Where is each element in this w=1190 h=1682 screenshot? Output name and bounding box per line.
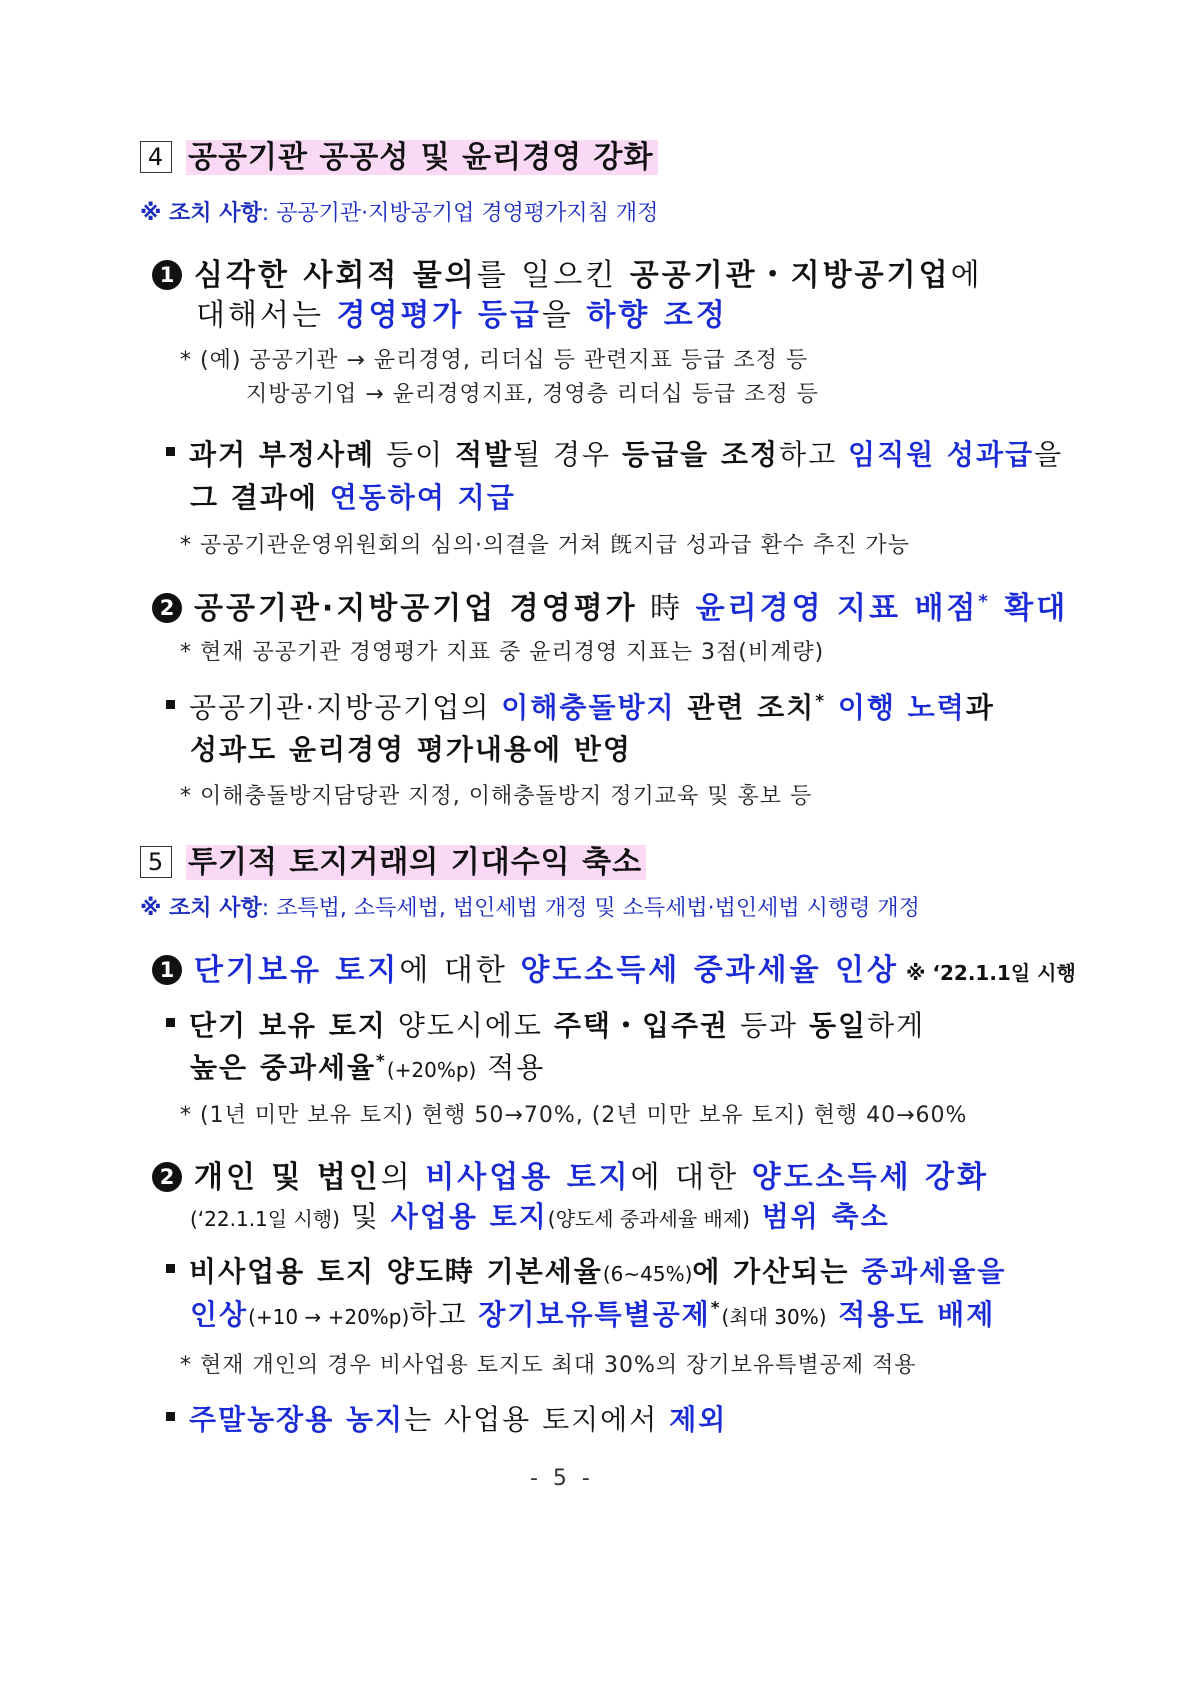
text-bold: 에 가산되는 (692, 1255, 862, 1288)
text-bold: 등급을 조정 (622, 438, 780, 471)
text-blue: 장기보유특별공제 (478, 1298, 711, 1331)
note-4-4: * 이해충돌방지담당관 지정, 이해충돌방지 정기교육 및 홍보 등 (180, 784, 813, 809)
note-4-1a: * (예) 공공기관 → 윤리경영, 리더십 등 관련지표 등급 조정 등 (180, 348, 809, 373)
text-blue: 연동하여 지급 (329, 481, 516, 514)
bullet-5-1-line1 (166, 1004, 925, 1044)
text-bold: 단기 보유 토지 (189, 1009, 387, 1042)
text-bold: 공공기관・지방공기업 (629, 258, 951, 293)
text-blue: 윤리경영 지표 배점 (695, 591, 979, 626)
text-blue: 이행 노력 (826, 691, 966, 724)
section-number-box: 4 (140, 141, 172, 173)
text: 을 (541, 298, 587, 333)
bullet-5-3 (166, 1398, 727, 1438)
item-4-1-line1 (152, 250, 983, 294)
circled-number-1: 1 (152, 955, 182, 985)
text-bold: 동일 (809, 1009, 868, 1042)
text: 하고 (779, 438, 849, 471)
bullet-4-1-line1 (166, 433, 1063, 473)
text-blue: 양도소득세 중과세율 인상 (520, 953, 900, 988)
text: 時 (637, 591, 696, 626)
text: 하고 (409, 1298, 479, 1331)
action-text: : 공공기관·지방공기업 경영평가지침 개정 (261, 201, 659, 226)
section-title: 공공기관 공공성 및 윤리경영 강화 (186, 140, 658, 175)
text-bold: 과 (965, 691, 995, 724)
text-bold: 공공기관·지방공기업 경영평가 (194, 591, 638, 626)
circled-number-1: 1 (152, 260, 182, 290)
text-bold: 높은 중과세율 (190, 1051, 377, 1084)
text: 양도시에도 (386, 1009, 554, 1042)
text: 적용 (476, 1051, 546, 1084)
text: 에 대한 (630, 1160, 752, 1195)
item-4-1-line2 (196, 290, 728, 334)
text: 등이 (375, 438, 455, 471)
text: 등과 (729, 1009, 809, 1042)
text: (+20%p) (386, 1058, 477, 1082)
note-4-3: * 현재 공공기관 경영평가 지표 중 윤리경영 지표는 3점(비계량) (180, 640, 825, 665)
section-5-heading (140, 837, 646, 881)
square-bullet-icon (166, 447, 175, 456)
note-4-2: * 공공기관운영위원회의 심의·의결을 거쳐 旣지급 성과급 환수 추진 가능 (180, 533, 910, 558)
footnote-mark: * (815, 690, 827, 711)
text: (6~45%) (602, 1262, 693, 1286)
text: (최대 30%) (721, 1305, 827, 1329)
text: 에 (950, 258, 983, 293)
text-blue: 주말농장용 농지 (189, 1403, 405, 1436)
bullet-5-1-line2 (190, 1046, 545, 1086)
text-blue: 하향 조정 (586, 298, 728, 333)
text-bold: 심각한 사회적 물의 (194, 258, 477, 293)
text-bold: 개인 및 법인 (194, 1160, 381, 1195)
footnote-mark: * (710, 1297, 722, 1318)
text: (‘22.1.1일 시행) (190, 1207, 340, 1231)
text: 를 일으킨 (476, 258, 630, 293)
note-5-1: * (1년 미만 보유 토지) 현행 50→70%, (2년 미만 보유 토지) 현행 40→60% (180, 1103, 968, 1128)
text-blue: 이해충돌방지 (501, 691, 676, 724)
footnote-mark: * (376, 1050, 387, 1071)
text: 는 사업용 토지에서 (404, 1403, 670, 1436)
note-5-2: * 현재 개인의 경우 비사업용 토지도 최대 30%의 장기보유특별공제 적용 (180, 1353, 917, 1378)
text-blue: 인상 (190, 1298, 249, 1331)
square-bullet-icon (166, 1264, 175, 1273)
text-blue: 범위 축소 (749, 1200, 890, 1233)
text-bold: 적발 (454, 438, 514, 471)
section-number-box: 5 (140, 846, 172, 878)
text-blue: 임직원 성과급 (848, 438, 1035, 471)
text-blue: 적용도 배제 (826, 1298, 996, 1331)
text-bold: 과거 부정사례 (189, 438, 376, 471)
bullet-4-2-line2: 성과도 윤리경영 평가내용에 반영 (190, 733, 632, 766)
bullet-4-1-line2 (190, 476, 516, 516)
text: 을 (1034, 438, 1064, 471)
action-text: : 조특법, 소득세법, 법인세법 개정 및 소득세법·법인세법 시행령 개정 (261, 896, 920, 921)
page-number: - 5 - (530, 1466, 594, 1491)
bullet-4-2-line1 (166, 686, 995, 726)
text: 의 (380, 1160, 426, 1195)
text: 될 경우 (513, 438, 623, 471)
item-5-2-line1 (152, 1152, 989, 1196)
text: 및 (339, 1200, 391, 1233)
action-note (140, 891, 920, 922)
text: 공공기관·지방공기업의 (189, 691, 502, 724)
square-bullet-icon (166, 700, 175, 709)
text: 하게 (867, 1009, 926, 1042)
text-blue: 양도소득세 강화 (751, 1160, 989, 1195)
action-prefix: ※ 조치 사항 (140, 201, 262, 226)
bullet-5-2-line2 (190, 1293, 995, 1333)
text-bold: 비사업용 토지 양도時 기본세율 (189, 1255, 603, 1288)
text-blue: 비사업용 토지 (425, 1160, 631, 1195)
text-bold: 주택・입주권 (553, 1009, 730, 1042)
section-4-heading (140, 132, 658, 176)
text-blue: 경영평가 등급 (336, 298, 542, 333)
footnote-mark: * (978, 591, 991, 612)
note-4-1b: 지방공기업 → 윤리경영지표, 경영층 리더십 등급 조정 등 (246, 382, 819, 407)
text: (양도세 중과세율 배제) (547, 1207, 750, 1231)
text: 대해서는 (196, 298, 337, 333)
item-5-1 (152, 945, 1076, 989)
text: 에 대한 (399, 953, 521, 988)
text-blue: 중과세율을 (861, 1255, 1007, 1288)
square-bullet-icon (166, 1018, 175, 1027)
circled-number-2: 2 (152, 593, 182, 623)
text-blue: 확대 (990, 591, 1069, 626)
item-4-2 (152, 583, 1068, 627)
effective-date-note: ※ ‘22.1.1일 시행 (899, 961, 1076, 985)
text-blue: 사업용 토지 (390, 1200, 548, 1233)
text-blue: 단기보유 토지 (194, 953, 400, 988)
item-5-2-line2 (190, 1195, 890, 1235)
section-title: 투기적 토지거래의 기대수익 축소 (186, 845, 646, 880)
text: (+10 → +20%p) (248, 1305, 410, 1329)
square-bullet-icon (166, 1412, 175, 1421)
circled-number-2: 2 (152, 1162, 182, 1192)
text-bold: 그 결과에 (190, 481, 330, 514)
bullet-5-2-line1 (166, 1250, 1006, 1290)
text-blue: 제외 (669, 1403, 728, 1436)
action-note (140, 196, 658, 227)
text-bold: 관련 조치 (675, 691, 816, 724)
action-prefix: ※ 조치 사항 (140, 896, 262, 921)
